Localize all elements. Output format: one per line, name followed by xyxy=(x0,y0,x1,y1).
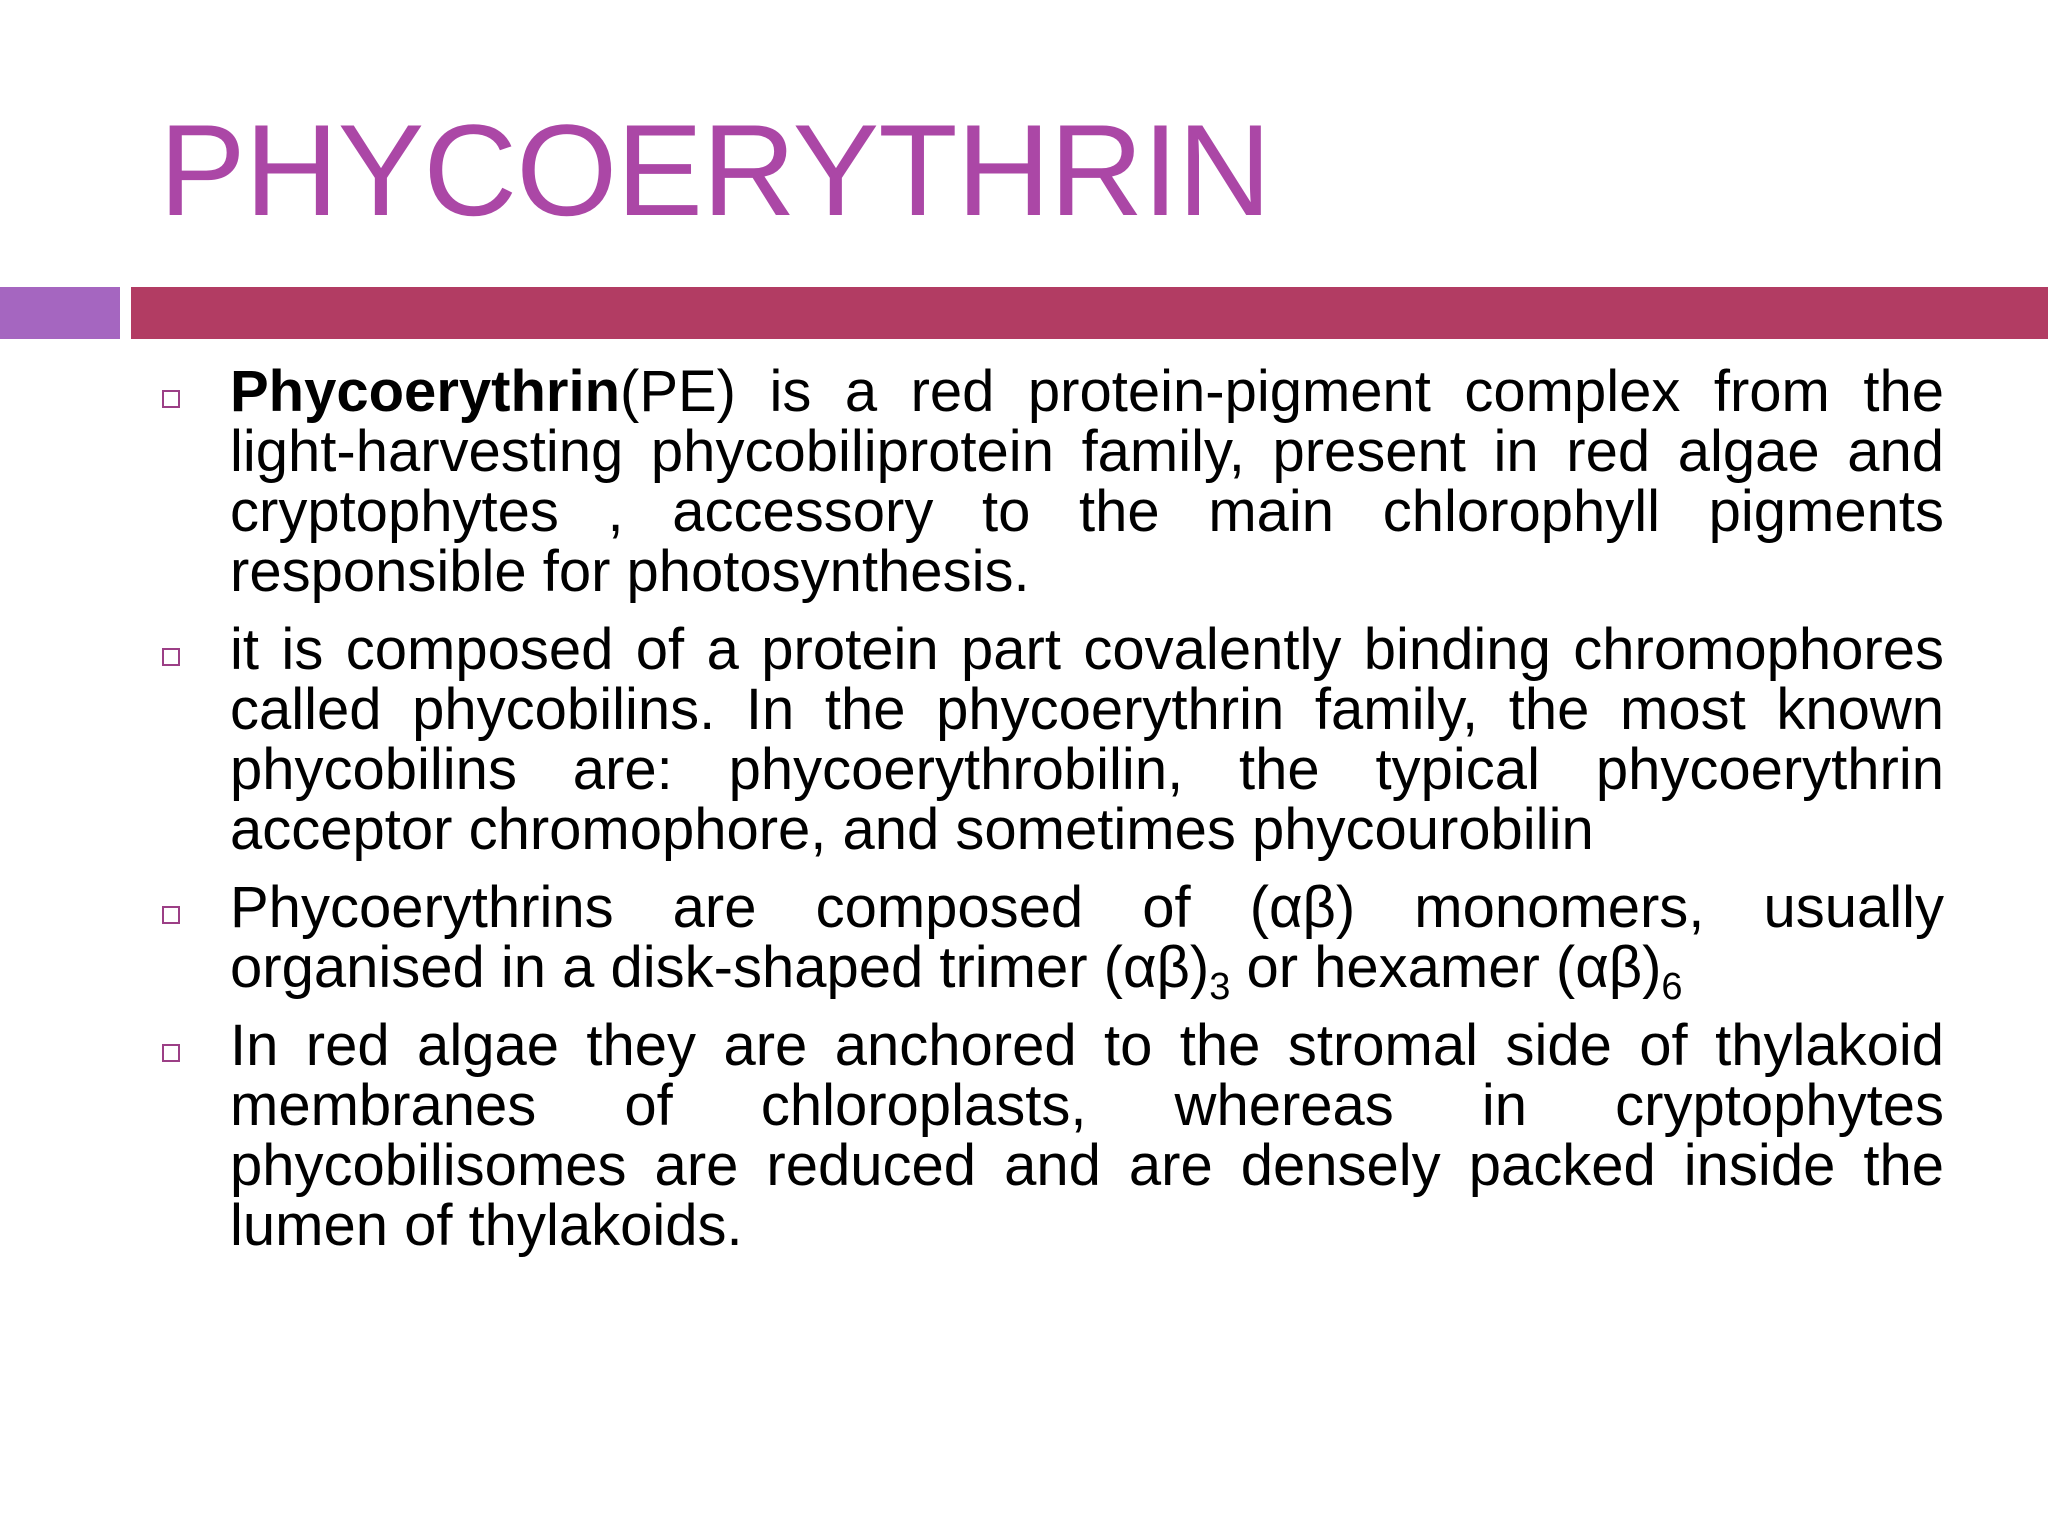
hollow-square-bullet-icon xyxy=(162,648,180,666)
bullet-text: it is composed of a protein part covalently binding chromophores called phycobilins. In the phycoerythrin family, the most known phycobilins are: phycoerythrobilin, the typical phycoerythrin acceptor chromophore, and sometimes phycourobilin xyxy=(230,617,1944,862)
hollow-square-bullet-icon xyxy=(162,1044,180,1062)
subscript: 6 xyxy=(1661,966,1683,1008)
accent-bar xyxy=(131,287,2048,339)
bullet-item xyxy=(159,617,1944,862)
subscript: 3 xyxy=(1209,966,1231,1008)
bullet-text-continued: or hexamer (αβ) xyxy=(1230,935,1662,1000)
bullet-text: Phycoerythrins are composed of (αβ) monomers, usually organised in a disk-shaped trimer (αβ) xyxy=(230,875,1944,1000)
accent-block-left xyxy=(0,287,120,339)
bullet-item xyxy=(159,1013,1944,1258)
hollow-square-bullet-icon xyxy=(162,906,180,924)
bullet-item xyxy=(159,359,1944,604)
bullet-list xyxy=(159,359,1944,1274)
bullet-item xyxy=(159,875,1944,1008)
bold-term: Phycoerythrin xyxy=(230,359,620,424)
bullet-text: (PE) is a red protein-pigment complex from the light-harvesting phycobiliprotein family, present in red algae and cryptophytes , accessory to the main chlorophyll pigments responsible for photosynthesis. xyxy=(230,359,1944,604)
bullet-text: In red algae they are anchored to the stromal side of thylakoid membranes of chloroplasts, whereas in cryptophytes phycobilisomes are reduced and are densely packed inside the lumen of thylakoids. xyxy=(230,1013,1944,1258)
hollow-square-bullet-icon xyxy=(162,390,180,408)
slide-title: PHYCOERYTHRIN xyxy=(159,97,1271,243)
